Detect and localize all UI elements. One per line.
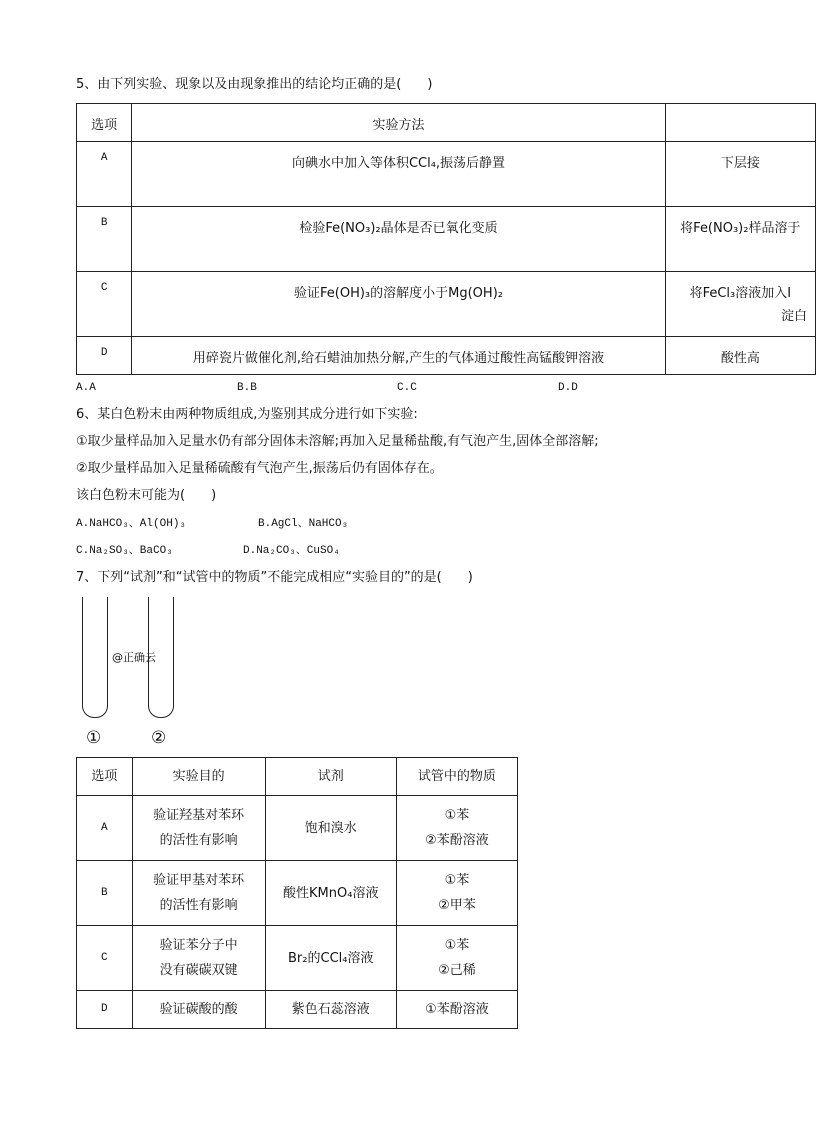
q7-row-substance: [396, 796, 517, 861]
table-row: [77, 207, 816, 272]
q7-row-reagent: 饱和溴水: [265, 796, 396, 861]
table-row: [77, 991, 518, 1029]
q7-row-substance: ①苯酚溶液: [396, 991, 517, 1029]
q7-row-substance: [396, 861, 517, 926]
q5-row-option: A: [77, 142, 132, 207]
table-row: [77, 142, 816, 207]
table-row: [77, 861, 518, 926]
q5-row-option: B: [77, 207, 132, 272]
q5-row-option: D: [77, 337, 132, 375]
q7-row-option: C: [77, 926, 133, 991]
q7-header-reagent: 试剂: [265, 758, 396, 796]
q7-row-goal-line1: 验证苯分子中: [159, 938, 238, 953]
q6-step2: ②取少量样品加入足量稀硫酸有气泡产生,振荡后仍有固体存在。: [76, 461, 443, 476]
q7-row-substance-1: ①苯: [444, 808, 470, 823]
q7-row-reagent: Br₂的CCl₄溶液: [265, 926, 396, 991]
test-tube-1: [82, 597, 108, 718]
q5-choice-a: A.A: [76, 382, 96, 394]
q7-header-goal: 实验目的: [132, 758, 265, 796]
q5-choice-c: C.C: [397, 382, 417, 394]
q6-stem: 6、某白色粉末由两种物质组成,为鉴别其成分进行如下实验:: [76, 407, 418, 422]
q5-stem: 5、由下列实验、现象以及由现象推出的结论均正确的是( ): [76, 77, 433, 92]
tube-label-1: ①: [86, 728, 102, 748]
q7-row-goal-line2: 没有碳碳双键: [159, 963, 238, 978]
q5-row-phenomenon: 下层接: [665, 142, 815, 207]
q7-row-substance-2: ②己稀: [438, 963, 476, 978]
q5-header-option: 选项: [77, 104, 132, 142]
q5-row-phenomenon-cell: [665, 272, 815, 337]
q6-step1: ①取少量样品加入足量水仍有部分固体未溶解;再加入足量稀盐酸,有气泡产生,固体全部溶解;: [76, 434, 599, 449]
q6-choice-c: C.Na₂SO₃、BaCO₃: [76, 545, 173, 557]
q5-choice-d: D.D: [558, 382, 578, 394]
q7-row-reagent: 紫色石蕊溶液: [265, 991, 396, 1029]
q7-row-goal: [132, 861, 265, 926]
q5-header-method: 实验方法: [132, 104, 665, 142]
q7-row-goal: [132, 926, 265, 991]
table-row: [77, 337, 816, 375]
tube-label-2: ②: [151, 728, 167, 748]
q7-row-goal: 验证碳酸的酸: [132, 991, 265, 1029]
q6-choice-d: D.Na₂CO₃、CuSO₄: [243, 545, 340, 557]
q5-row-method: 检验Fe(NO₃)₂晶体是否已氧化变质: [132, 207, 665, 272]
q7-header-substance: 试管中的物质: [396, 758, 517, 796]
q7-row-goal-line2: 的活性有影响: [159, 898, 238, 913]
q7-row-goal-line1: 验证羟基对苯环: [153, 808, 245, 823]
q5-row-method: 验证Fe(OH)₃的溶解度小于Mg(OH)₂: [132, 272, 665, 337]
q5-row-option: C: [77, 272, 132, 337]
table-row: [77, 796, 518, 861]
q5-row-phenomenon: 将FeCl₃溶液加入I: [689, 286, 792, 301]
q5-row-phenomenon: 将Fe(NO₃)₂样品溶于: [665, 207, 815, 272]
q7-stem: 7、下列“试剂”和“试管中的物质”不能完成相应“实验目的”的是( ): [76, 570, 473, 585]
q5-row-phenomenon: 酸性高: [665, 337, 815, 375]
q7-row-goal: [132, 796, 265, 861]
q5-row-method: 用碎瓷片做催化剂,给石蜡油加热分解,产生的气体通过酸性高锰酸钾溶液: [132, 337, 665, 375]
q7-row-substance-2: ②甲苯: [438, 898, 476, 913]
watermark: @正确云: [112, 651, 156, 664]
q7-row-substance-2: ②苯酚溶液: [425, 833, 489, 848]
table-row: [77, 272, 816, 337]
q7-header-option: 选项: [77, 758, 133, 796]
q5-table: [76, 103, 816, 375]
q6-ask: 该白色粉末可能为( ): [76, 488, 217, 503]
q7-row-option: A: [77, 796, 133, 861]
q6-choice-b: B.AgCl、NaHCO₃: [258, 518, 349, 530]
q7-row-substance: [396, 926, 517, 991]
q7-row-substance-1: ①苯: [444, 873, 470, 888]
q7-row-option: B: [77, 861, 133, 926]
q7-row-goal-line2: 的活性有影响: [159, 833, 238, 848]
q6-choice-a: A.NaHCO₃、Al(OH)₃: [76, 518, 187, 530]
q7-row-substance-1: ①苯: [444, 938, 470, 953]
q5-choice-b: B.B: [237, 382, 257, 394]
q7-row-reagent: 酸性KMnO₄溶液: [265, 861, 396, 926]
q7-row-goal-line1: 验证甲基对苯环: [153, 873, 245, 888]
q5-header-phenomenon: [665, 104, 815, 142]
q7-table: [76, 757, 518, 1029]
q5-row-method: 向碘水中加入等体积CCl₄,振荡后静置: [132, 142, 665, 207]
q5-row-phenomenon-2: 淀白: [780, 309, 807, 324]
q7-row-option: D: [77, 991, 133, 1029]
table-row: [77, 926, 518, 991]
